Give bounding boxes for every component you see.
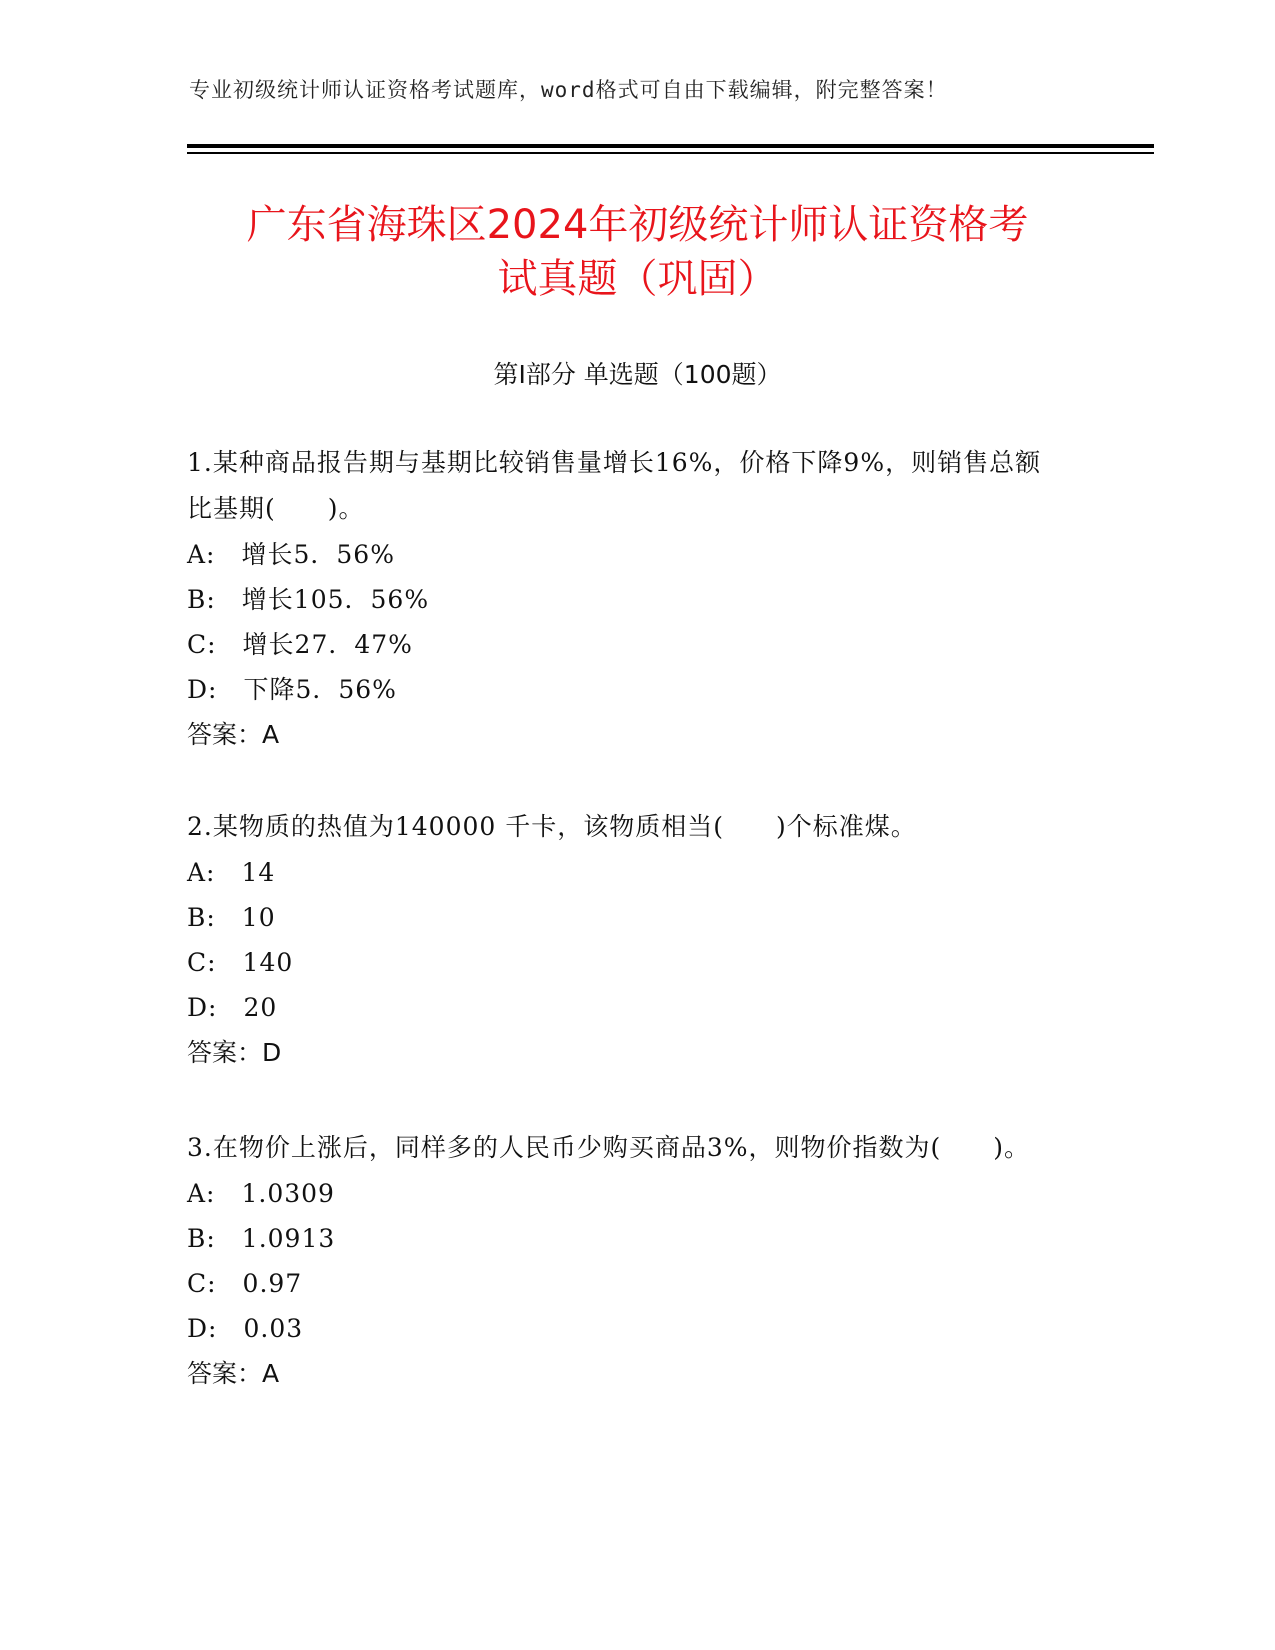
option-a: A: 增长5．56%: [187, 540, 395, 569]
section-heading: 第I部分 单选题（100题）: [493, 360, 782, 389]
option-d: D: 0.03: [187, 1314, 304, 1343]
question-stem: 3.在物价上涨后，同样多的人民币少购买商品3%，则物价指数为( )。: [187, 1133, 1031, 1162]
option-c: C: 140: [187, 948, 294, 977]
option-d: D: 20: [187, 993, 278, 1022]
header-note: 专业初级统计师认证资格考试题库，word格式可自由下载编辑，附完整答案！: [189, 78, 948, 102]
question-stem: 2.某物质的热值为140000 千卡，该物质相当( )个标准煤。: [187, 812, 917, 841]
question-3: [187, 1125, 1067, 1397]
option-a: A: 1.0309: [187, 1179, 335, 1208]
option-b: B: 增长105．56%: [187, 585, 430, 614]
answer: 答案：A: [187, 1359, 280, 1388]
option-b: B: 10: [187, 903, 276, 932]
header-divider-thin: [187, 152, 1154, 154]
answer: 答案：A: [187, 720, 280, 749]
header-divider-thick: [187, 144, 1154, 148]
question-1: [187, 440, 1067, 758]
option-d: D: 下降5．56%: [187, 675, 397, 704]
question-stem: 1.某种商品报告期与基期比较销售量增长16%，价格下降9%，则销售总额比基期( )。: [187, 448, 1042, 523]
option-c: C: 增长27．47%: [187, 630, 413, 659]
document-title-line1: 广东省海珠区2024年初级统计师认证资格考: [246, 202, 1029, 248]
option-c: C: 0.97: [187, 1269, 303, 1298]
option-a: A: 14: [187, 858, 276, 887]
option-b: B: 1.0913: [187, 1224, 336, 1253]
document-title-line2: 试真题（巩固）: [497, 256, 778, 302]
question-2: [187, 804, 1067, 1076]
answer: 答案：D: [187, 1038, 282, 1067]
document-title: [150, 198, 1125, 306]
